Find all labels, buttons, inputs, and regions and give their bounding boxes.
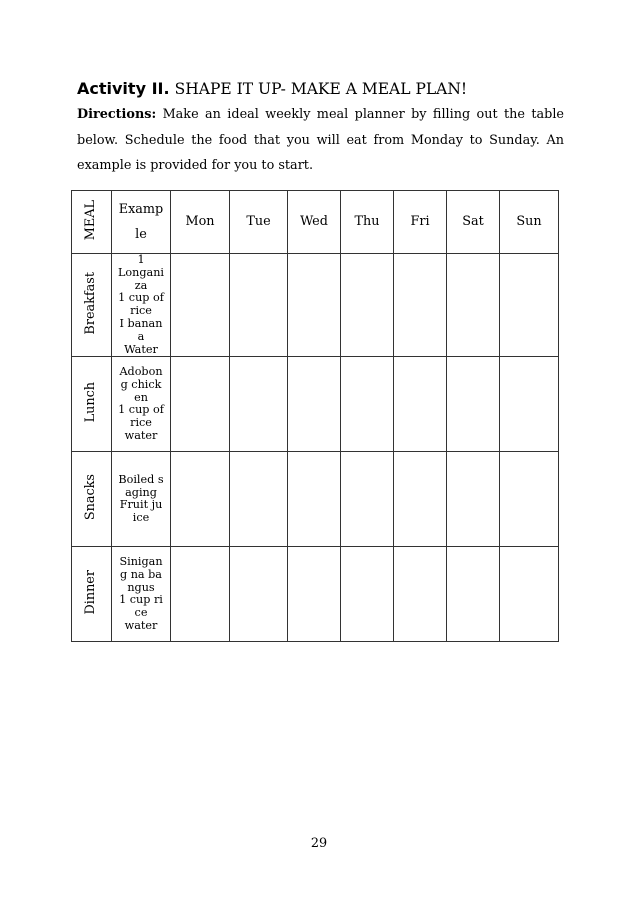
entry-cell[interactable] bbox=[341, 547, 394, 642]
table-header-row bbox=[72, 191, 559, 254]
day-header-fri: Fri bbox=[394, 191, 447, 254]
day-header-mon: Mon bbox=[171, 191, 230, 254]
table-row-lunch bbox=[72, 357, 559, 452]
entry-cell[interactable] bbox=[288, 254, 341, 357]
day-header-sat: Sat bbox=[447, 191, 500, 254]
entry-cell[interactable] bbox=[500, 357, 559, 452]
entry-cell[interactable] bbox=[500, 452, 559, 547]
meal-label-cell bbox=[72, 357, 112, 452]
entry-cell[interactable] bbox=[171, 254, 230, 357]
example-cell-snacks: Boiled saging Fruit juice bbox=[112, 452, 171, 547]
activity-heading bbox=[77, 79, 467, 99]
activity-label: Activity II. bbox=[77, 79, 170, 98]
entry-cell[interactable] bbox=[447, 254, 500, 357]
meal-label-cell bbox=[72, 547, 112, 642]
meal-label-breakfast: Breakfast bbox=[83, 272, 99, 335]
meal-label-cell bbox=[72, 254, 112, 357]
entry-cell[interactable] bbox=[230, 254, 288, 357]
entry-cell[interactable] bbox=[341, 254, 394, 357]
example-cell-lunch: Adobong chicken 1 cup of rice water bbox=[112, 357, 171, 452]
meal-label-cell bbox=[72, 452, 112, 547]
meal-plan-table bbox=[71, 190, 559, 642]
meal-label-dinner: Dinner bbox=[83, 570, 99, 615]
day-header-wed: Wed bbox=[288, 191, 341, 254]
entry-cell[interactable] bbox=[394, 547, 447, 642]
entry-cell[interactable] bbox=[394, 452, 447, 547]
entry-cell[interactable] bbox=[341, 357, 394, 452]
entry-cell[interactable] bbox=[500, 254, 559, 357]
example-cell-breakfast: 1 Longaniza 1 cup of rice I banana Water bbox=[112, 254, 171, 357]
directions-text: Make an ideal weekly meal planner by filling out the table below. Schedule the food that you will eat from Monday to Sunday. An example is provided for you to start. bbox=[77, 107, 564, 173]
entry-cell[interactable] bbox=[288, 357, 341, 452]
directions-paragraph bbox=[77, 102, 564, 179]
entry-cell[interactable] bbox=[341, 452, 394, 547]
entry-cell[interactable] bbox=[394, 254, 447, 357]
meal-label-snacks: Snacks bbox=[83, 474, 99, 521]
entry-cell[interactable] bbox=[171, 547, 230, 642]
day-header-tue: Tue bbox=[230, 191, 288, 254]
entry-cell[interactable] bbox=[288, 547, 341, 642]
entry-cell[interactable] bbox=[230, 357, 288, 452]
meal-label-lunch: Lunch bbox=[83, 382, 99, 423]
entry-cell[interactable] bbox=[288, 452, 341, 547]
entry-cell[interactable] bbox=[447, 452, 500, 547]
entry-cell[interactable] bbox=[230, 547, 288, 642]
directions-label: Directions: bbox=[77, 107, 157, 122]
entry-cell[interactable] bbox=[394, 357, 447, 452]
table-row-breakfast bbox=[72, 254, 559, 357]
day-header-sun: Sun bbox=[500, 191, 559, 254]
example-header-label: Example bbox=[118, 202, 164, 242]
entry-cell[interactable] bbox=[447, 357, 500, 452]
example-header-cell bbox=[112, 191, 171, 254]
example-cell-dinner: Sinigang na bangus 1 cup rice water bbox=[112, 547, 171, 642]
table-row-dinner bbox=[72, 547, 559, 642]
meal-corner-cell bbox=[72, 191, 112, 254]
day-header-thu: Thu bbox=[341, 191, 394, 254]
entry-cell[interactable] bbox=[230, 452, 288, 547]
page-number: 29 bbox=[310, 836, 328, 851]
table-row-snacks bbox=[72, 452, 559, 547]
meal-corner-label: MEAL bbox=[83, 200, 99, 241]
entry-cell[interactable] bbox=[447, 547, 500, 642]
entry-cell[interactable] bbox=[500, 547, 559, 642]
activity-title: SHAPE IT UP- MAKE A MEAL PLAN! bbox=[174, 80, 468, 98]
entry-cell[interactable] bbox=[171, 452, 230, 547]
entry-cell[interactable] bbox=[171, 357, 230, 452]
